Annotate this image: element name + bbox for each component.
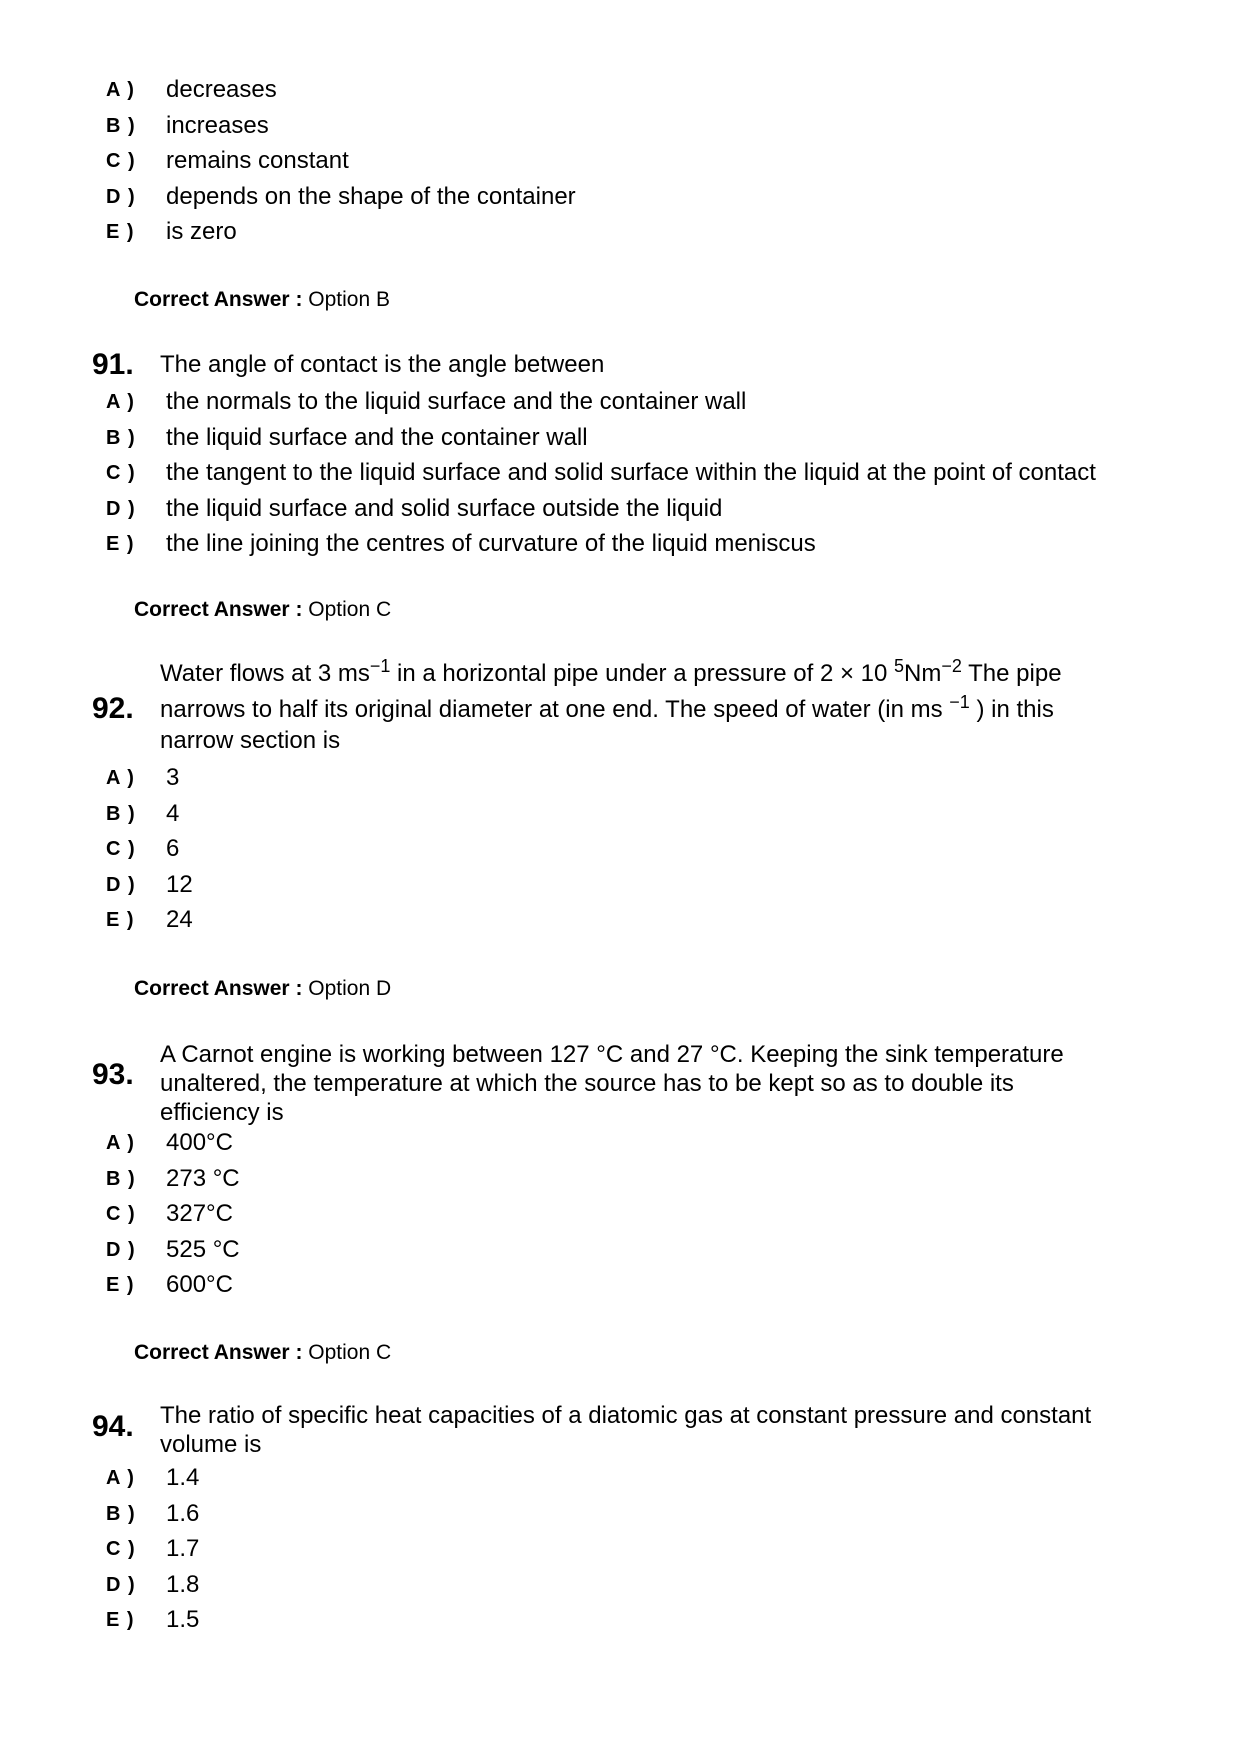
q93-options [0, 1128, 1241, 1306]
question-text [160, 656, 1062, 754]
option-a[interactable] [0, 75, 1241, 111]
option-d[interactable] [0, 494, 1241, 530]
option-text: 1.4 [166, 1464, 200, 1491]
option-text: is zero [166, 218, 237, 246]
question-line: narrows to half its original diameter at one end. The speed of water (in ms $^{-1}$ ) in this [160, 692, 1054, 723]
option-b[interactable] [0, 1164, 1241, 1200]
option-b[interactable] [0, 423, 1241, 459]
option-e[interactable] [0, 1270, 1241, 1306]
option-label: A ) [106, 391, 135, 413]
question-line: efficiency is [160, 1099, 284, 1126]
option-e[interactable] [0, 529, 1241, 565]
option-c[interactable] [0, 1534, 1241, 1570]
option-label: A ) [106, 1467, 135, 1489]
option-label: E ) [106, 1609, 135, 1632]
option-label: D ) [106, 873, 136, 896]
option-c[interactable] [0, 834, 1241, 870]
option-label: C ) [106, 1538, 136, 1561]
option-text: 327°C [166, 1200, 233, 1228]
correct-answer-label: Correct Answer : [134, 1341, 303, 1364]
option-label: C ) [106, 838, 136, 861]
option-c[interactable] [0, 146, 1241, 182]
option-c[interactable] [0, 458, 1241, 494]
option-a[interactable] [0, 1128, 1241, 1164]
option-label: E ) [106, 909, 135, 932]
question-number: 94. [92, 1410, 134, 1443]
question-number: 93. [92, 1058, 134, 1091]
question-line: Water flows at 3 $ms^{-1}$ in a horizontal pipe under a pressure of 2 × 10 $^5Nm^{-2}$ The pipe [160, 656, 1062, 687]
prev-question-options [0, 75, 1241, 253]
correct-answer-label: Correct Answer : [134, 598, 303, 621]
option-e[interactable] [0, 1605, 1241, 1641]
option-a[interactable] [0, 387, 1241, 423]
question-text: The angle of contact is the angle between [160, 351, 605, 378]
question-text [160, 1401, 1091, 1459]
option-text: 525 °C [166, 1235, 240, 1263]
correct-answer-value: Option D [308, 977, 392, 1000]
option-text: 600°C [166, 1271, 233, 1299]
option-label: A ) [106, 767, 135, 789]
q91-options [0, 387, 1241, 565]
option-label: B ) [106, 1502, 136, 1525]
option-label: B ) [106, 1167, 136, 1190]
option-text: 24 [166, 906, 193, 934]
option-text: the normals to the liquid surface and the container wall [166, 388, 747, 415]
option-text: 400°C [166, 1129, 233, 1156]
question-line: The ratio of specific heat capacities of a diatomic gas at constant pressure and constant [160, 1402, 1092, 1429]
option-label: C ) [106, 1203, 136, 1226]
option-text: increases [166, 111, 269, 139]
option-text: the liquid surface and the container wall [166, 423, 588, 451]
correct-answer-label: Correct Answer : [134, 288, 303, 311]
option-text: 3 [166, 764, 180, 791]
option-text: 1.5 [166, 1606, 200, 1634]
option-d[interactable] [0, 182, 1241, 218]
option-a[interactable] [0, 1463, 1241, 1499]
option-label: B ) [106, 114, 136, 137]
option-text: remains constant [166, 147, 349, 175]
option-label: E ) [106, 1274, 135, 1297]
question-number: 91. [92, 348, 134, 381]
option-label: E ) [106, 533, 135, 556]
option-label: D ) [106, 1573, 136, 1596]
option-text: 1.6 [166, 1499, 200, 1527]
option-label: A ) [106, 1132, 135, 1154]
q94-options [0, 1463, 1241, 1641]
option-text: 1.8 [166, 1570, 200, 1598]
option-text: the tangent to the liquid surface and solid surface within the liquid at the point of contact [166, 459, 1096, 487]
option-text: 12 [166, 870, 193, 898]
option-text: depends on the shape of the container [166, 182, 576, 210]
correct-answer [134, 598, 391, 622]
option-text: 6 [166, 835, 180, 863]
option-label: A ) [106, 79, 135, 101]
question-text [160, 1040, 1064, 1127]
option-b[interactable] [0, 1499, 1241, 1535]
option-label: B ) [106, 802, 136, 825]
option-label: D ) [106, 497, 136, 520]
option-b[interactable] [0, 799, 1241, 835]
option-c[interactable] [0, 1199, 1241, 1235]
option-text: the line joining the centres of curvature of the liquid meniscus [166, 530, 816, 558]
question-line: unaltered, the temperature at which the source has to be kept so as to double its [160, 1070, 1014, 1097]
option-text: decreases [166, 76, 277, 103]
option-d[interactable] [0, 870, 1241, 906]
option-label: E ) [106, 221, 135, 244]
option-e[interactable] [0, 217, 1241, 253]
option-label: C ) [106, 462, 136, 485]
option-label: C ) [106, 150, 136, 173]
option-b[interactable] [0, 111, 1241, 147]
question-line: A Carnot engine is working between 127 °C and 27 °C. Keeping the sink temperature [160, 1041, 1064, 1068]
q92-options [0, 763, 1241, 941]
option-label: D ) [106, 185, 136, 208]
option-text: 273 °C [166, 1164, 240, 1192]
option-d[interactable] [0, 1235, 1241, 1271]
option-text: the liquid surface and solid surface outside the liquid [166, 494, 723, 522]
correct-answer-value: Option C [308, 598, 392, 621]
correct-answer-value: Option B [308, 288, 390, 311]
option-text: 1.7 [166, 1535, 200, 1563]
correct-answer-value: Option C [308, 1341, 392, 1364]
correct-answer [134, 1341, 391, 1365]
option-text: 4 [166, 799, 180, 827]
option-label: B ) [106, 426, 136, 449]
correct-answer [134, 288, 390, 312]
option-label: D ) [106, 1238, 136, 1261]
correct-answer [134, 977, 391, 1001]
option-d[interactable] [0, 1570, 1241, 1606]
option-a[interactable] [0, 763, 1241, 799]
question-line: volume is [160, 1431, 262, 1458]
correct-answer-label: Correct Answer : [134, 977, 303, 1000]
question-number: 92. [92, 692, 134, 725]
question-line: narrow section is [160, 727, 341, 754]
option-e[interactable] [0, 905, 1241, 941]
